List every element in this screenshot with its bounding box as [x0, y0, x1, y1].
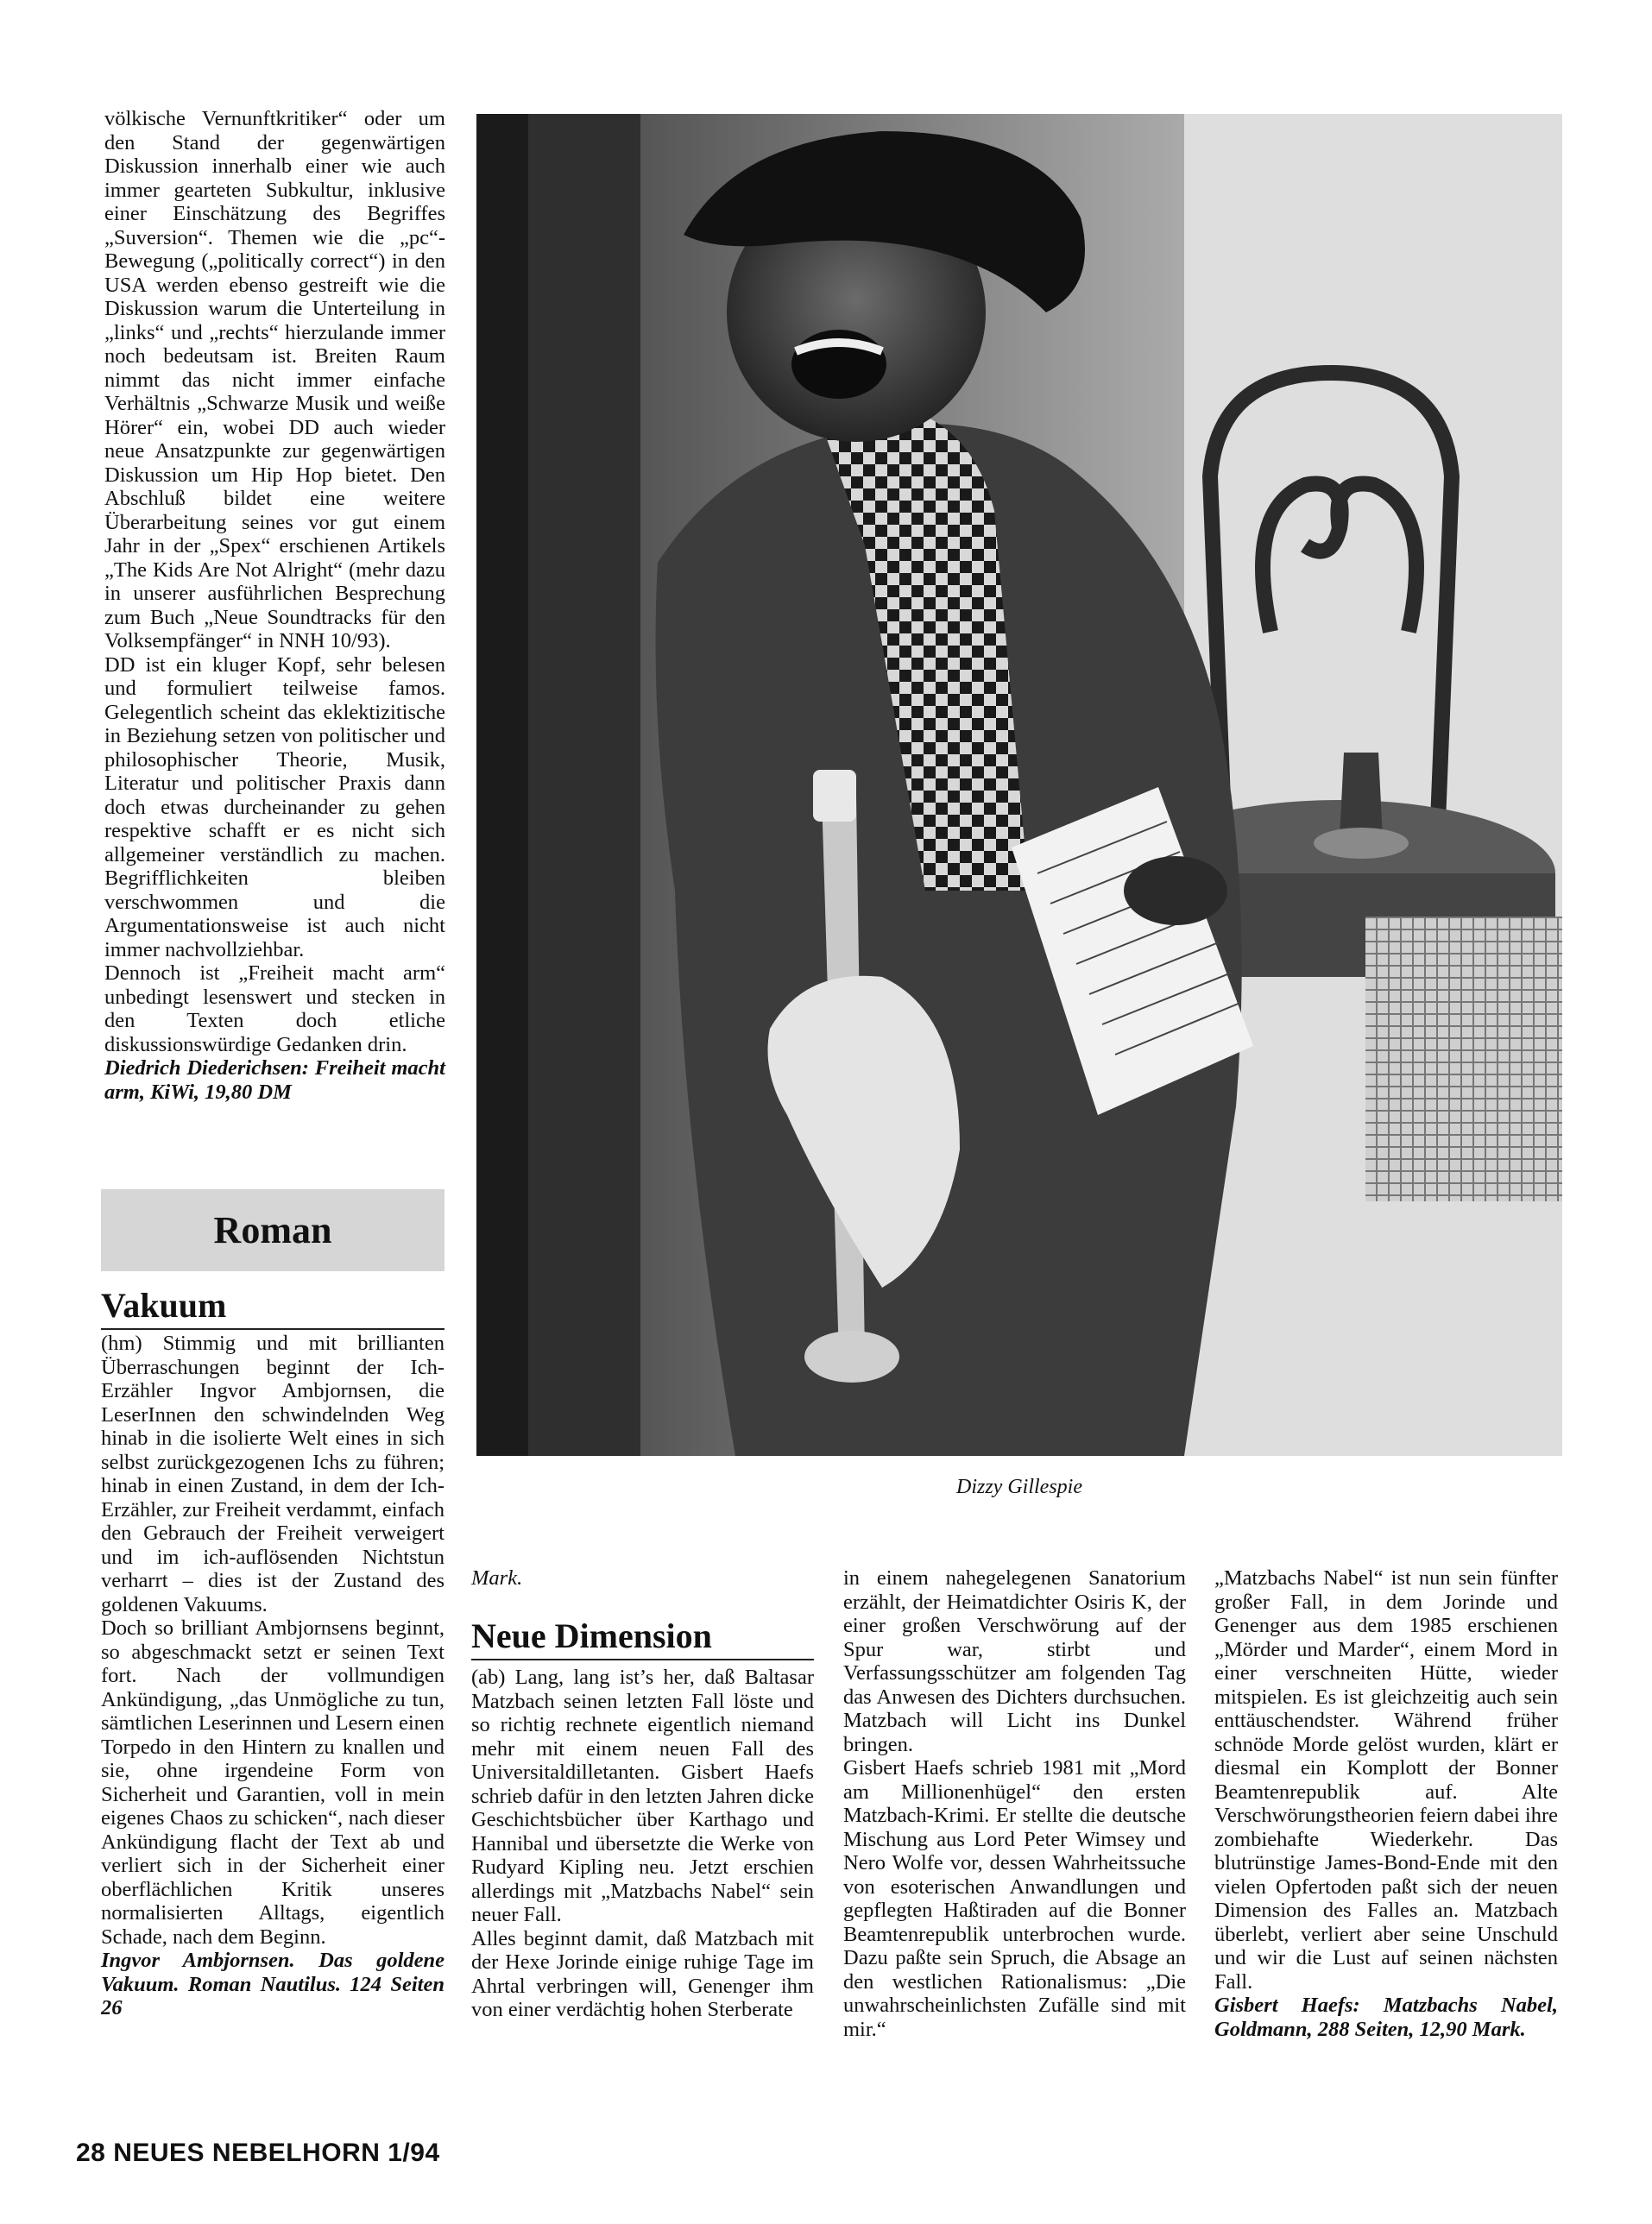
- neue-dimension-column-2: [843, 1566, 1186, 2041]
- neue-dimension-credit: Gisbert Haefs: Matzbachs Nabel, Goldmann, 288 Seiten, 12,90 Mark.: [1214, 1994, 1558, 2041]
- section-header-roman: [101, 1189, 445, 1271]
- neue-dimension-paragraph: (ab) Lang, lang ist’s her, daß Baltasar Matzbach seinen letzten Fall löste und so richtig rechnete eigentlich niemand mehr mit einem neuen Fall des Universitaldilletanten. Gisbert Haefs schrieb dafür in den letzten Jahren dicke Geschichtsbücher über Karthago und Hannibal und übersetzte die Werke von Rudyard Kipling neu. Jetzt erschien allerdings mit „Matzbachs Nabel“ sein neuer Fall.: [471, 1666, 814, 1926]
- vakuum-credit: Ingvor Ambjornsen. Das goldene Vakuum. Roman Nautilus. 124 Seiten 26: [101, 1949, 445, 2019]
- page-footer: 28 NEUES NEBELHORN 1/94: [76, 2139, 440, 2167]
- neue-dimension-paragraph: Alles beginnt damit, daß Matzbach mit der Hexe Jorinde einige ruhige Tage im Ahrtal verbringen will, Genenger ihm von einer verdächtig hohen Sterberate: [471, 1926, 814, 2021]
- neue-dimension-paragraph: „Matzbachs Nabel“ ist nun sein fünfter großer Fall, in dem Jorinde und Genenger aus dem 1985 erschienen „Mörder und Marder“, einem Mord in einer verschneiten Hütte, wieder mitspielen. Es ist gleichzeitig auch sein enttäuschendster. Während früher schnöde Morde gelöst wurden, klärt er diesmal ein Komplott der Bonner Beamtenrepublik auf. Alte Verschwörungstheorien feiern dabei ihre zombiehafte Wiederkehr. Das blutrünstige James-Bond-Ende mit den vielen Opfertoden paßt sich der neuen Dimension des Falles an. Matzbach überlebt, verliert aber seine Unschuld und wir die Lust auf seinen nächsten Fall.: [1214, 1566, 1558, 1994]
- neue-dimension-paragraph: in einem nahegelegenen Sanatorium erzählt, der Heimatdichter Osiris K, der einer großen Verschwörung auf der Spur war, stirbt und Verfassungsschützer am folgenden Tag das Anwesen des Dichters durchsuchen. Matzbach will Licht ins Dunkel bringen.: [843, 1566, 1186, 1756]
- section-label: Roman: [213, 1209, 332, 1251]
- article-headline-neue-dimension: Neue Dimension: [471, 1617, 814, 1660]
- photo-dizzy-gillespie: [476, 114, 1562, 1456]
- neue-dimension-column-3: [1214, 1566, 1558, 2041]
- vakuum-paragraph: (hm) Stimmig und mit brillianten Überraschungen beginnt der Ich-Erzähler Ingvor Ambjornsen, die LeserInnen den schwindelnden Weg hinab in die isolierte Welt eines in sich selbst zurückgezogenen Ichs zu führen; hinab in einen Zustand, in dem der Ich-Erzähler, zur Freiheit verdammt, einfach den Gebrauch der Freiheit verweigert und im ich-auflösenden Nichtstun verharrt – dies ist der Zustand des goldenen Vakuums.: [101, 1332, 445, 1616]
- vakuum-text-column: [101, 1332, 445, 2020]
- review-paragraph: DD ist ein kluger Kopf, sehr belesen und formuliert teilweise famos. Gelegentlich scheint das eklektizitische in Beziehung setzen von politischer und philosophischer Theorie, Musik, Literatur und politischer Praxis dann doch etwas durcheinander zu gehen respektive schafft er es nicht sich allgemeiner verständlich zu machen. Begrifflichkeiten bleiben verschwommen und die Argumentationsweise ist auch nicht immer nachvollziehbar.: [104, 652, 445, 961]
- photo-illustration: [476, 114, 1562, 1456]
- vakuum-credit-continuation: Mark.: [471, 1566, 523, 1590]
- review-credit: Diedrich Diederichsen: Freiheit macht arm, KiWi, 19,80 DM: [104, 1056, 445, 1104]
- review-paragraph: Dennoch ist „Freiheit macht arm“ unbedingt lesenswert und stecken in den Texten doch etliche diskussionswürdige Gedanken drin.: [104, 961, 445, 1056]
- neue-dimension-column-1: [471, 1666, 814, 2022]
- vakuum-paragraph: Doch so brilliant Ambjornsens beginnt, so abgeschmackt setzt er seinen Text fort. Nach der vollmundigen Ankündigung, „das Unmögliche zu tun, sämtlichen Leserinnen und Lesern einen Torpedo in den Hintern zu knallen und sie, ohne irgendeine Form von Sicherheit und Garantien, voll in mein eigenes Chaos zu schicken“, nach dieser Ankündigung flacht der Text ab und verliert sich in der Sicherheit einer oberflächlichen Kritik unseres normalisierten Alltags, eigentlich Schade, nach dem Beginn.: [101, 1616, 445, 1949]
- neue-dimension-paragraph: Gisbert Haefs schrieb 1981 mit „Mord am Millionenhügel“ den ersten Matzbach-Krimi. Er stellte die deutsche Mischung aus Lord Peter Wimsey und Nero Wolfe vor, dessen Wahrheitssuche von esoterischen Anwandlungen und gepflegten Haßtiraden auf die Bonner Beamtenrepublik unterbrochen wurde. Dazu paßte sein Spruch, die Absage an den westlichen Rationalismus: „Die unwahrscheinlichsten Zufälle sind mit mir.“: [843, 1756, 1186, 2041]
- photo-caption: Dizzy Gillespie: [956, 1476, 1082, 1498]
- article-headline-vakuum: Vakuum: [101, 1287, 445, 1330]
- review-paragraph: völkische Vernunftkritiker“ oder um den Stand der gegenwärtigen Diskussion innerhalb einer wie auch immer gearteten Subkultur, inklusive einer Einschätzung des Begriffes „Suversion“. Themen wie die „pc“-Bewegung („politically correct“) in den USA werden ebenso gestreift wie die Diskussion warum die Unterteilung in „links“ und „rechts“ hierzulande immer noch bedeutsam ist. Breiten Raum nimmt das nicht immer einfache Verhältnis „Schwarze Musik und weiße Hörer“ ein, wobei DD auch wieder neue Ansatzpunkte zur gegenwärtigen Diskussion um Hip Hop bietet. Den Abschluß bildet eine weitere Überarbeitung seines vor gut einem Jahr in der „Spex“ erschienen Artikels „The Kids Are Not Alright“ (mehr dazu in unserer ausführlichen Besprechung zum Buch „Neue Soundtracks für den Volksempfänger“ in NNH 10/93).: [104, 107, 445, 652]
- review-text-column: [104, 107, 445, 1104]
